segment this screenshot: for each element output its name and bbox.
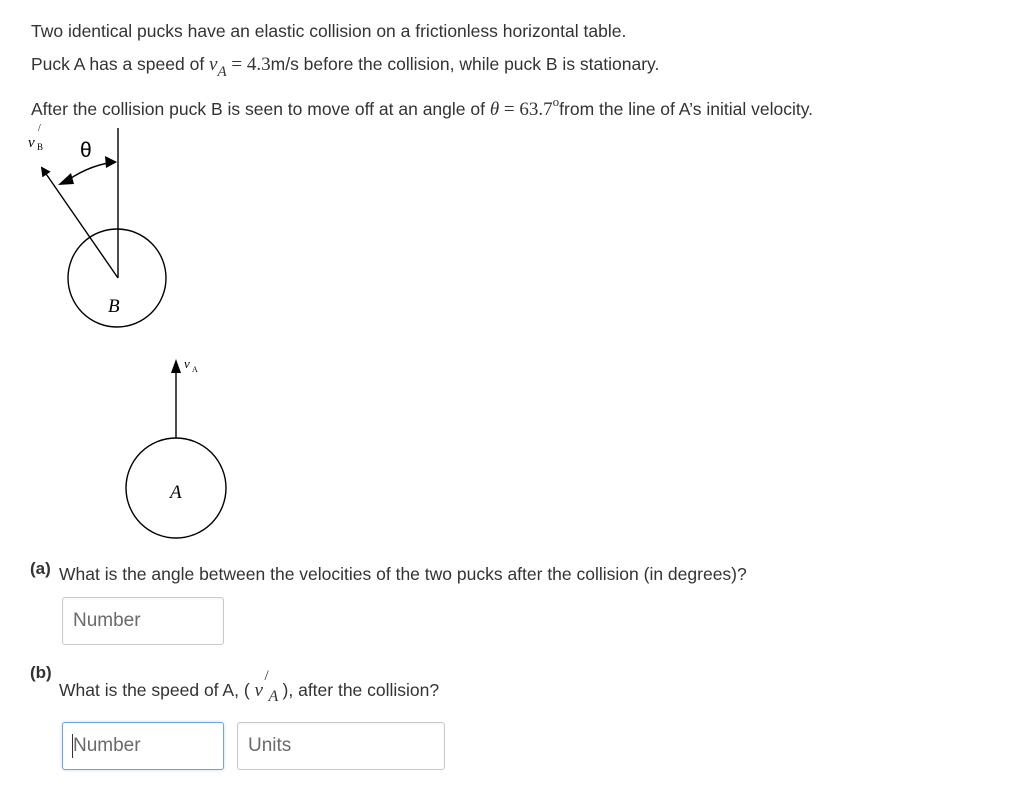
- va-symbol: v: [209, 54, 218, 75]
- theta-arc-arrow-left: [58, 173, 74, 185]
- va-subscript: A: [192, 365, 198, 374]
- line3-text-post: from the line of A’s initial velocity.: [559, 99, 814, 119]
- collision-diagram: [20, 118, 250, 548]
- theta-arc-arrow-right: [105, 156, 117, 168]
- vb-prime: /: [38, 123, 41, 134]
- part-a-label: (a): [30, 559, 51, 578]
- line2-text-post: m/s before the collision, while puck B is stationary.: [270, 54, 660, 74]
- part-b-number-input[interactable]: [62, 722, 224, 770]
- problem-line-3: [31, 91, 813, 121]
- vb-label: v: [28, 135, 35, 151]
- puck-a-label: A: [170, 482, 182, 503]
- theta-equation: [489, 94, 560, 120]
- va-value: = 4.3: [226, 54, 271, 75]
- part-b-question: [59, 668, 440, 705]
- vb-velocity-arrow: [42, 168, 118, 278]
- va-prime-mark: /: [264, 668, 269, 684]
- va-subscript: A: [217, 64, 227, 80]
- va-equation: [209, 54, 271, 80]
- part-b-units-input[interactable]: [237, 722, 445, 770]
- line2-text-pre: Puck A has a speed of: [31, 54, 210, 74]
- part-b-label: (b): [30, 663, 52, 682]
- vb-subscript: B: [37, 142, 44, 152]
- problem-line-2: [31, 53, 659, 83]
- part-b-question-post: ), after the collision?: [282, 680, 440, 700]
- va-prime-subscript: A: [268, 688, 279, 705]
- part-a-question: What is the angle between the velocities of the two pucks after the collision (in degrees)?: [59, 564, 747, 584]
- va-arrowhead: [171, 359, 181, 373]
- puck-b-label: B: [108, 296, 120, 317]
- text-cursor: [72, 734, 73, 758]
- degree-mark: o: [552, 94, 560, 109]
- theta-symbol: θ: [489, 99, 500, 120]
- va-label: v: [184, 356, 190, 371]
- part-b-question-pre: What is the speed of A, (: [59, 680, 255, 700]
- problem-line-1: Two identical pucks have an elastic collision on a frictionless horizontal table.: [31, 21, 627, 41]
- va-prime-v: v: [254, 680, 263, 701]
- theta-value: = 63.7: [499, 99, 553, 120]
- part-a-number-input[interactable]: [62, 597, 224, 645]
- va-prime-symbol: [254, 668, 283, 705]
- theta-label: θ: [80, 139, 92, 162]
- line3-text-pre: After the collision puck B is seen to move off at an angle of: [31, 99, 490, 119]
